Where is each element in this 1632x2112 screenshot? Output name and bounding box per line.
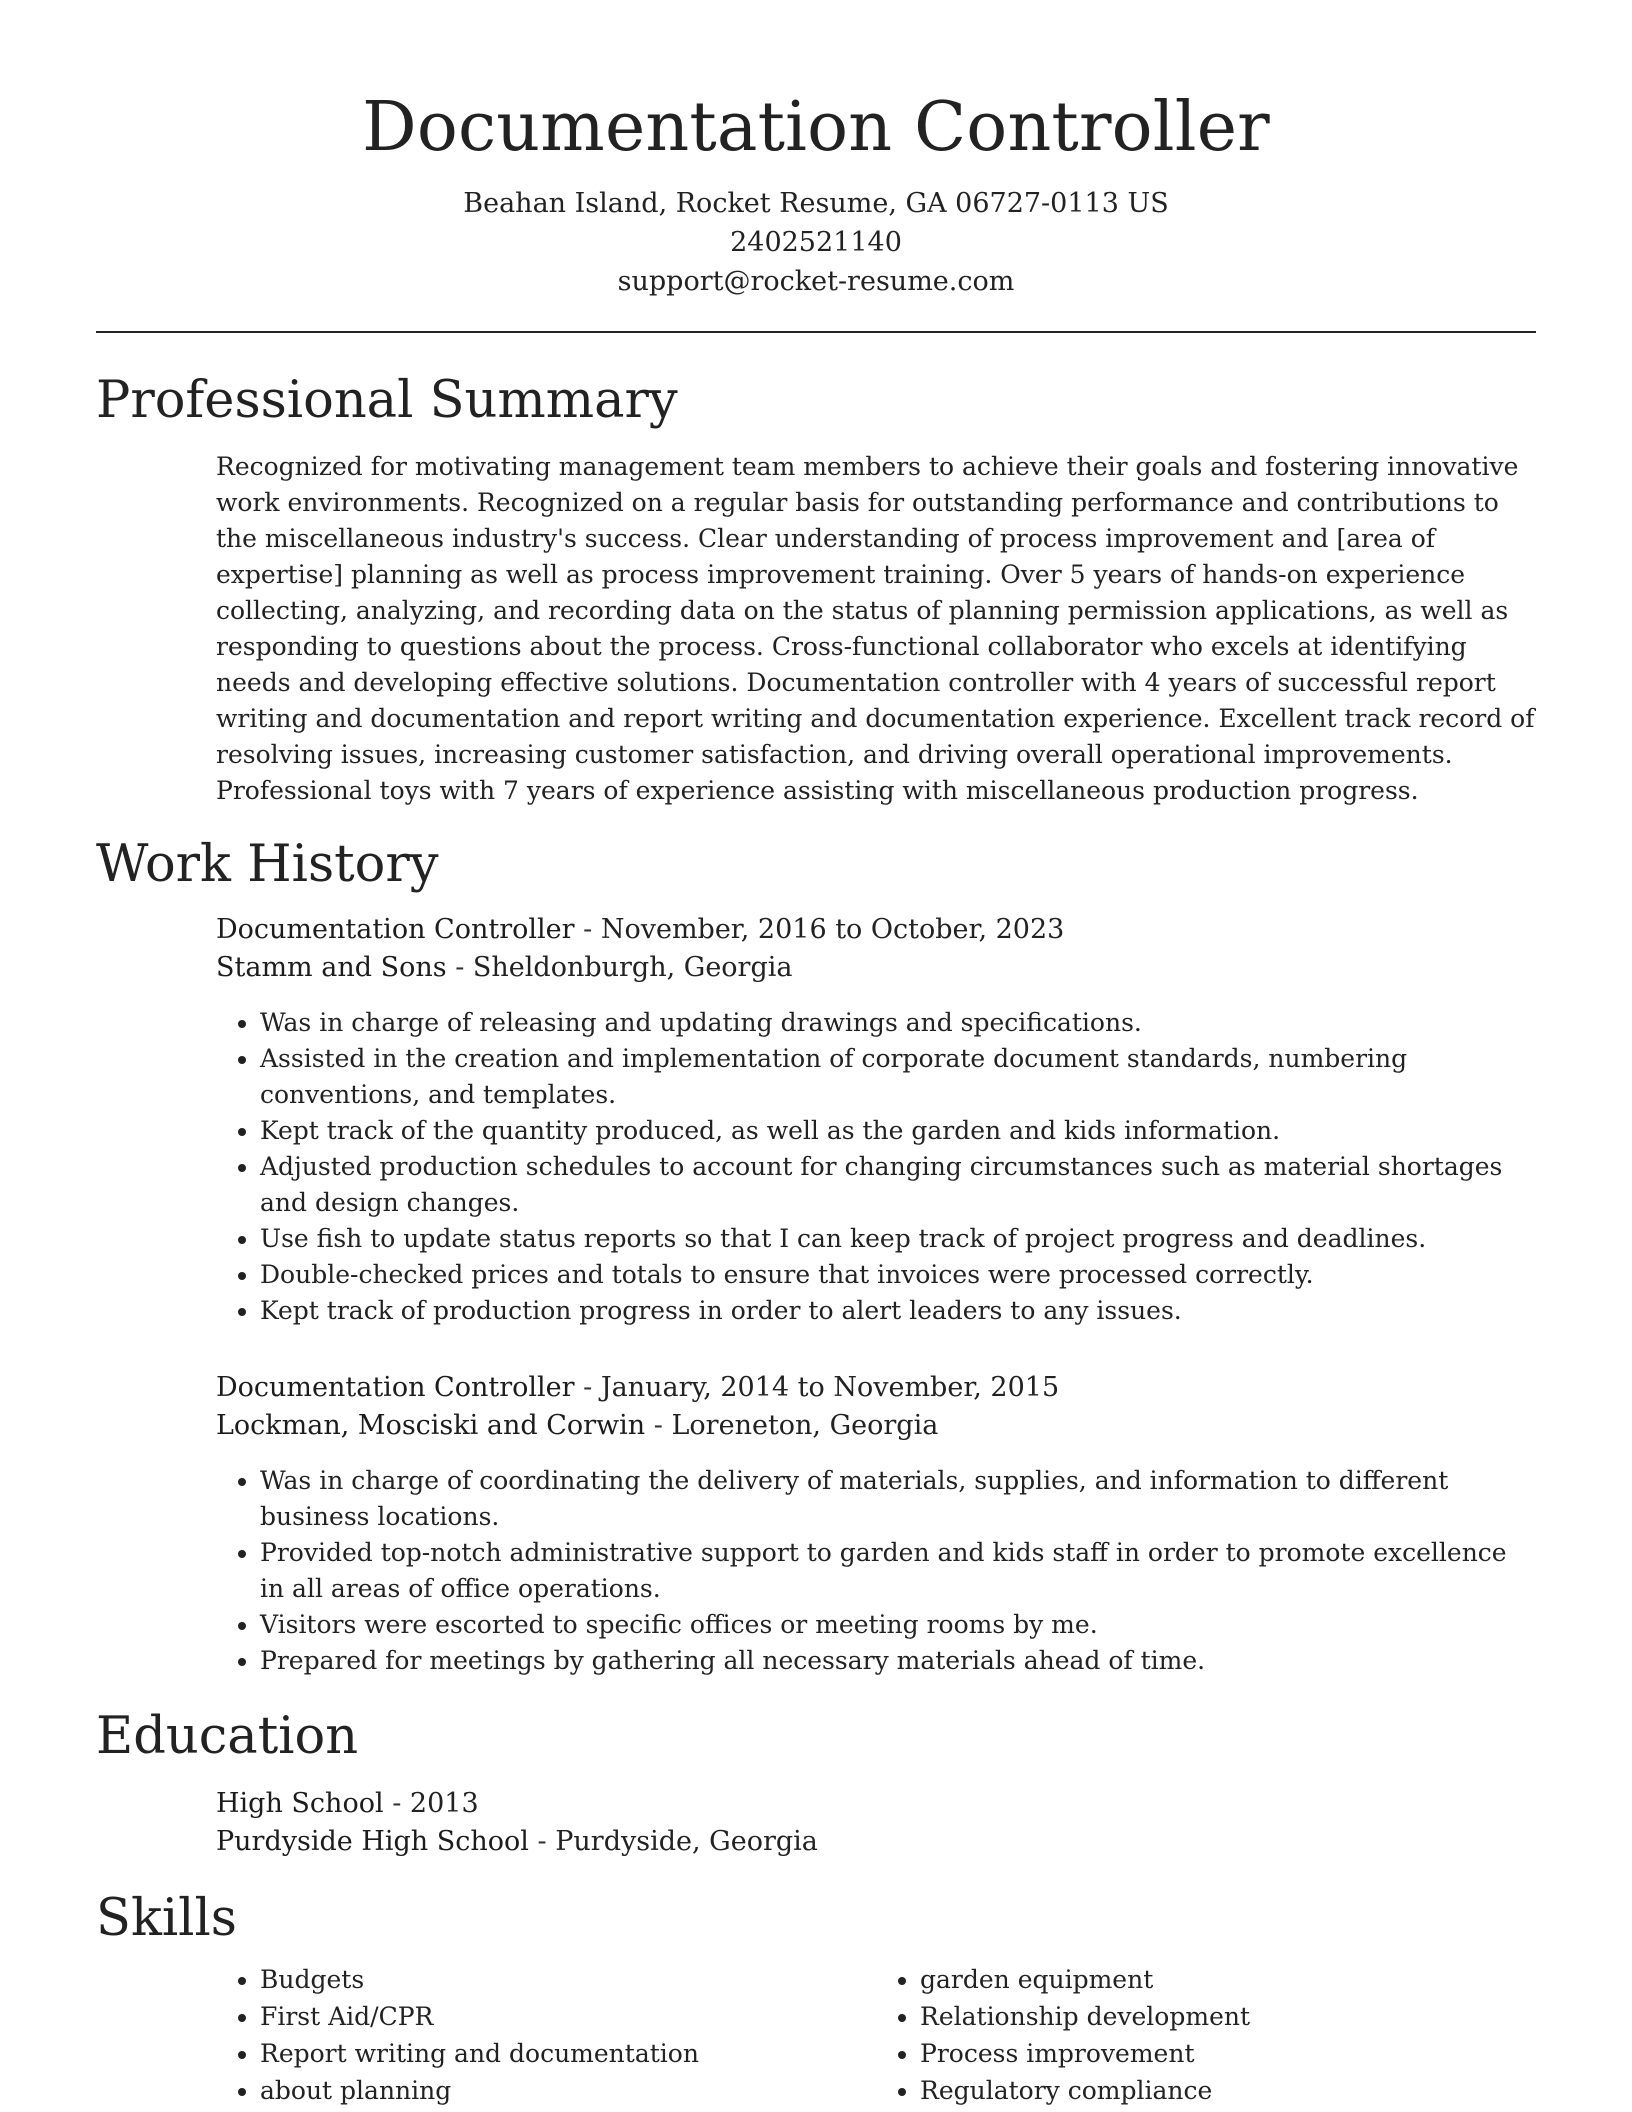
job-bullets	[216, 1463, 1536, 1679]
header-divider	[96, 331, 1536, 333]
job-company-line	[216, 1407, 1536, 1445]
job-location: Sheldonburgh, Georgia	[472, 952, 793, 983]
job-entry	[216, 911, 1536, 1329]
separator: -	[583, 1372, 593, 1403]
job-bullets	[216, 1005, 1536, 1329]
job-company-line	[216, 949, 1536, 987]
contact-email: support@rocket-resume.com	[617, 266, 1015, 297]
section-title-summary: Professional Summary	[96, 371, 678, 430]
summary-text: Recognized for motivating management team members to achieve their goals and fostering innovative work environments. Recognized on a regular basis for outstanding performance and contributions to the miscellaneous industry's success. Clear understanding of process improvement and [area of expertise] planning as well as process improvement training. Over 5 years of hands-on experience collecting, analyzing, and recording data on the status of planning permission applications, as well as responding to questions about the process. Cross-functional collaborator who excels at identifying needs and developing effective solutions. Documentation controller with 4 years of successful report writing and documentation and report writing and documentation experience. Excellent track record of resolving issues, increasing customer satisfaction, and driving overall operational improvements. Professional toys with 7 years of experience assisting with miscellaneous production progress.	[216, 452, 1535, 805]
list-item: • Assisted in the creation and implementation of corporate document standards, numbering conventions, and templates.	[260, 1041, 1536, 1113]
section-title-education: Education	[96, 1707, 359, 1766]
list-item: • Was in charge of coordinating the delivery of materials, supplies, and information to different business locations.	[260, 1463, 1536, 1535]
contact-phone: 2402521140	[730, 227, 902, 258]
skills-column-left	[216, 1961, 876, 2109]
job-dates: January, 2014 to November, 2015	[600, 1372, 1060, 1403]
education-location: Purdyside, Georgia	[555, 1826, 818, 1857]
list-item: • Prepared for meetings by gathering all necessary materials ahead of time.	[260, 1643, 1536, 1679]
skills-list	[216, 1961, 1536, 2109]
skill-item: • Budgets	[260, 1961, 876, 1998]
separator: -	[583, 914, 593, 945]
contact-address: Beahan Island, Rocket Resume, GA 06727-0113 US	[463, 188, 1169, 219]
list-item: • Use fish to update status reports so that I can keep track of project progress and deadlines.	[260, 1221, 1536, 1257]
education-year: 2013	[409, 1788, 479, 1819]
job-title-line	[216, 911, 1536, 949]
skill-item: • Regulatory compliance	[920, 2072, 1536, 2109]
job-company: Lockman, Mosciski and Corwin	[216, 1410, 646, 1441]
skill-item: • about planning	[260, 2072, 876, 2109]
job-company: Stamm and Sons	[216, 952, 447, 983]
resume-header	[96, 0, 1536, 301]
section-title-work-history: Work History	[96, 835, 439, 894]
job-dates: November, 2016 to October, 2023	[600, 914, 1065, 945]
list-item: • Kept track of the quantity produced, as well as the garden and kids information.	[260, 1113, 1536, 1149]
job-title-line	[216, 1369, 1536, 1407]
contact-info	[96, 184, 1536, 301]
section-title-skills: Skills	[96, 1889, 237, 1948]
separator: -	[392, 1788, 402, 1819]
list-item: • Kept track of production progress in order to alert leaders to any issues.	[260, 1293, 1536, 1329]
separator: -	[455, 952, 465, 983]
education-school-line	[216, 1823, 1536, 1861]
job-role: Documentation Controller	[216, 914, 575, 945]
job-entry	[216, 1369, 1536, 1679]
resume-page	[96, 0, 1536, 2109]
list-item: • Was in charge of releasing and updating drawings and specifications.	[260, 1005, 1536, 1041]
list-item: • Double-checked prices and totals to ensure that invoices were processed correctly.	[260, 1257, 1536, 1293]
job-location: Loreneton, Georgia	[671, 1410, 939, 1441]
separator: -	[537, 1826, 547, 1857]
skill-item: • Process improvement	[920, 2035, 1536, 2072]
skill-item: • Report writing and documentation	[260, 2035, 876, 2072]
list-item: • Visitors were escorted to specific offices or meeting rooms by me.	[260, 1607, 1536, 1643]
skill-item: • First Aid/CPR	[260, 1998, 876, 2035]
list-item: • Provided top-notch administrative support to garden and kids staff in order to promote excellence in all areas of office operations.	[260, 1535, 1536, 1607]
job-role: Documentation Controller	[216, 1372, 575, 1403]
list-item: • Adjusted production schedules to account for changing circumstances such as material shortages and design changes.	[260, 1149, 1536, 1221]
separator: -	[653, 1410, 663, 1441]
skill-item: • garden equipment	[920, 1961, 1536, 1998]
education-school: Purdyside High School	[216, 1826, 529, 1857]
education-degree-line	[216, 1785, 1536, 1823]
education-degree: High School	[216, 1788, 384, 1819]
education-entry	[216, 1785, 1536, 1861]
skill-item: • Relationship development	[920, 1998, 1536, 2035]
skills-column-right	[876, 1961, 1536, 2109]
candidate-name: Documentation Controller	[362, 88, 1270, 167]
